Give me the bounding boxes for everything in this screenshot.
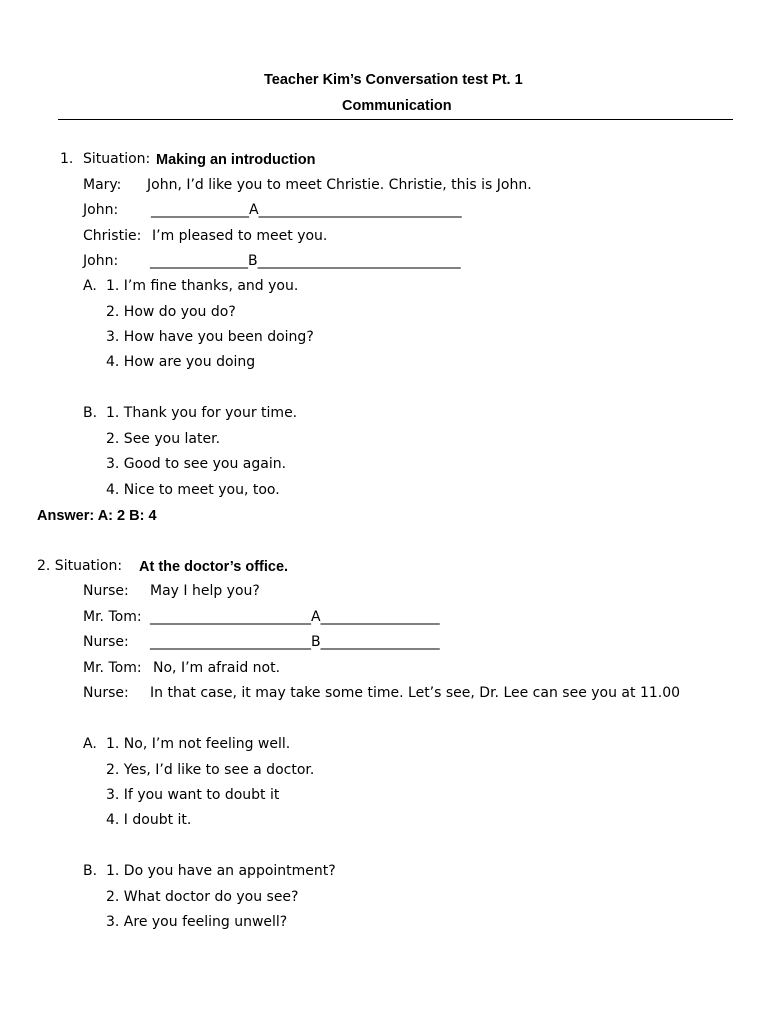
option: 2. See you later. <box>106 431 221 447</box>
option: 2. What doctor do you see? <box>106 889 299 905</box>
dialogue-line: I’m pleased to meet you. <box>152 228 328 244</box>
speaker: John: <box>83 202 119 218</box>
option: 4. I doubt it. <box>106 812 192 828</box>
answer-blank: ______________A_____________________________ <box>151 202 462 218</box>
dialogue-line: In that case, it may take some time. Let’s see, Dr. Lee can see you at 11.00 <box>150 685 681 701</box>
situation-label: Situation: <box>83 151 151 167</box>
answer-key: Answer: A: 2 B: 4 <box>37 508 157 524</box>
answer-blank: _______________________A_________________ <box>150 609 440 625</box>
option: 1. Do you have an appointment? <box>106 863 336 879</box>
dialogue-line: No, I’m afraid not. <box>153 660 281 676</box>
option: 1. Thank you for your time. <box>106 405 298 421</box>
speaker: John: <box>83 253 119 269</box>
option: 3. Good to see you again. <box>106 456 287 472</box>
option-group-letter: A. <box>83 278 97 294</box>
option: 4. How are you doing <box>106 354 256 370</box>
situation-label: 2. Situation: <box>37 558 123 574</box>
speaker: Christie: <box>83 228 142 244</box>
page-subtitle: Communication <box>342 98 452 114</box>
option-group-letter: B. <box>83 863 98 879</box>
answer-blank: ______________B_____________________________ <box>150 253 461 269</box>
speaker: Nurse: <box>83 685 129 701</box>
option: 1. No, I’m not feeling well. <box>106 736 291 752</box>
speaker: Nurse: <box>83 634 129 650</box>
option: 2. How do you do? <box>106 304 236 320</box>
option: 3. Are you feeling unwell? <box>106 914 288 930</box>
situation-title: At the doctor’s office. <box>139 559 289 575</box>
situation-title: Making an introduction <box>156 152 316 168</box>
question-number: 1. <box>60 151 74 167</box>
speaker: Nurse: <box>83 583 129 599</box>
answer-blank: _______________________B_________________ <box>150 634 440 650</box>
option: 3. If you want to doubt it <box>106 787 280 803</box>
header-divider <box>58 119 733 120</box>
page-title: Teacher Kim’s Conversation test Pt. 1 <box>264 72 523 88</box>
option: 4. Nice to meet you, too. <box>106 482 280 498</box>
speaker: Mr. Tom: <box>83 660 142 676</box>
option: 1. I’m fine thanks, and you. <box>106 278 299 294</box>
option-group-letter: A. <box>83 736 97 752</box>
speaker: Mary: <box>83 177 122 193</box>
option-group-letter: B. <box>83 405 98 421</box>
option: 3. How have you been doing? <box>106 329 314 345</box>
option: 2. Yes, I’d like to see a doctor. <box>106 762 315 778</box>
dialogue-line: John, I’d like you to meet Christie. Christie, this is John. <box>147 177 532 193</box>
dialogue-line: May I help you? <box>150 583 260 599</box>
speaker: Mr. Tom: <box>83 609 142 625</box>
